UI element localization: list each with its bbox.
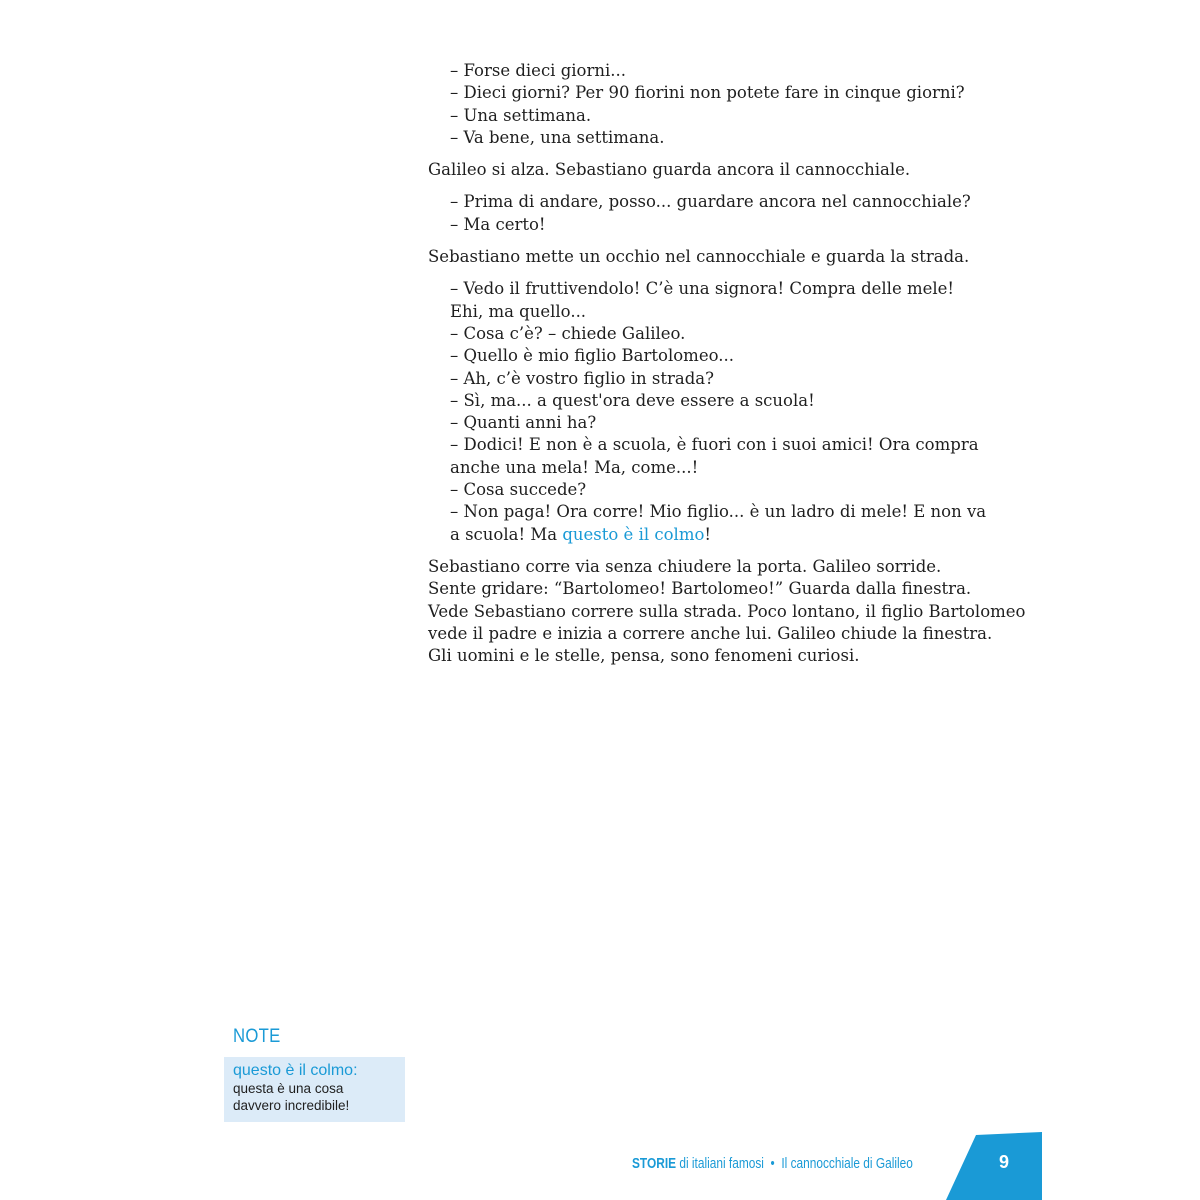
note-heading: NOTE	[233, 1026, 281, 1047]
text-line	[428, 556, 988, 578]
text-segment: Galileo si alza. Sebastiano guarda ancora il cannocchiale.	[428, 160, 911, 180]
text-line	[450, 479, 988, 501]
text-line	[450, 457, 988, 479]
text-line	[450, 323, 988, 345]
narration-paragraph	[428, 159, 988, 181]
text-line	[450, 412, 988, 434]
note-box	[224, 1057, 405, 1122]
footer-series-name: STORIE	[632, 1156, 677, 1172]
note-definition-line-1: questa è una cosa	[233, 1081, 344, 1096]
text-segment: – Forse dieci giorni...	[450, 61, 627, 80]
text-segment: anche una mela! Ma, come...!	[450, 457, 699, 477]
text-segment: a scuola! Ma	[450, 524, 563, 544]
text-line	[450, 191, 988, 213]
text-segment: Vede Sebastiano correre sulla strada. Poco lontano, il figlio Bartolomeo	[428, 601, 1026, 621]
footer-book-title: Il cannocchiale di Galileo	[781, 1156, 913, 1172]
text-segment: – Vedo il fruttivendolo! C’è una signora! Compra delle mele!	[450, 279, 955, 299]
text-segment: – Cosa succede?	[450, 480, 587, 500]
text-line	[428, 159, 988, 181]
text-line	[450, 105, 988, 127]
text-segment: – Ah, c’è vostro figlio in strada?	[450, 368, 714, 388]
text-line	[450, 82, 988, 104]
text-line	[450, 127, 988, 149]
text-segment: – Dieci giorni? Per 90 fiorini non potete fare in cinque giorni?	[450, 83, 965, 103]
text-segment: !	[704, 524, 712, 544]
text-line	[450, 278, 988, 300]
text-segment: Sente gridare: “Bartolomeo! Bartolomeo!” Guarda dalla finestra.	[428, 579, 972, 599]
text-line	[428, 623, 993, 645]
text-segment: – Una settimana.	[450, 105, 592, 125]
text-segment: – Non paga! Ora corre! Mio figlio... è un ladro di mele! E non va	[450, 502, 987, 522]
page-number: 9	[998, 1152, 1009, 1172]
text-line	[428, 601, 1026, 623]
text-line	[450, 390, 988, 412]
text-line	[428, 578, 988, 600]
text-line	[450, 345, 988, 367]
text-line	[450, 524, 988, 546]
story-text	[428, 60, 1026, 677]
text-segment: – Quello è mio figlio Bartolomeo...	[450, 346, 734, 366]
footer-series-rest: di italiani famosi	[676, 1156, 764, 1172]
text-segment: – Prima di andare, posso... guardare ancora nel cannocchiale?	[450, 192, 971, 212]
text-segment: Sebastiano mette un occhio nel cannocchiale e guarda la strada.	[428, 247, 970, 267]
text-line	[450, 368, 988, 390]
note-definition-line-2: davvero incredibile!	[233, 1098, 350, 1113]
text-segment: – Ma certo!	[450, 214, 546, 234]
dialogue-block	[428, 191, 988, 236]
text-segment: – Quanti anni ha?	[450, 413, 597, 433]
text-line	[450, 501, 988, 523]
text-segment: Gli uomini e le stelle, pensa, sono fenomeni curiosi.	[428, 646, 860, 666]
text-line	[450, 301, 988, 323]
text-line	[450, 214, 988, 236]
text-line	[450, 434, 988, 456]
text-segment: – Va bene, una settimana.	[450, 127, 665, 147]
footer-running-title	[632, 1156, 913, 1172]
text-segment: – Cosa c’è? – chiede Galileo.	[450, 323, 686, 343]
text-segment: Ehi, ma quello...	[450, 301, 587, 321]
text-line	[428, 645, 988, 667]
text-line	[428, 246, 988, 268]
text-line	[450, 60, 988, 82]
text-segment: Sebastiano corre via senza chiudere la porta. Galileo sorride.	[428, 556, 942, 576]
text-segment: vede il padre e inizia a correre anche lui. Galileo chiude la finestra.	[428, 623, 993, 643]
text-segment: – Sì, ma... a quest'ora deve essere a scuola!	[450, 390, 815, 410]
dialogue-block	[428, 278, 988, 546]
footer-separator: •	[770, 1156, 775, 1172]
note-term: questo è il colmo:	[233, 1062, 358, 1079]
narration-paragraph	[428, 246, 988, 268]
dialogue-block	[428, 60, 988, 149]
highlighted-phrase: questo è il colmo	[562, 524, 705, 544]
narration-paragraph	[428, 556, 1026, 667]
text-segment: – Dodici! E non è a scuola, è fuori con i suoi amici! Ora compra	[450, 435, 979, 455]
